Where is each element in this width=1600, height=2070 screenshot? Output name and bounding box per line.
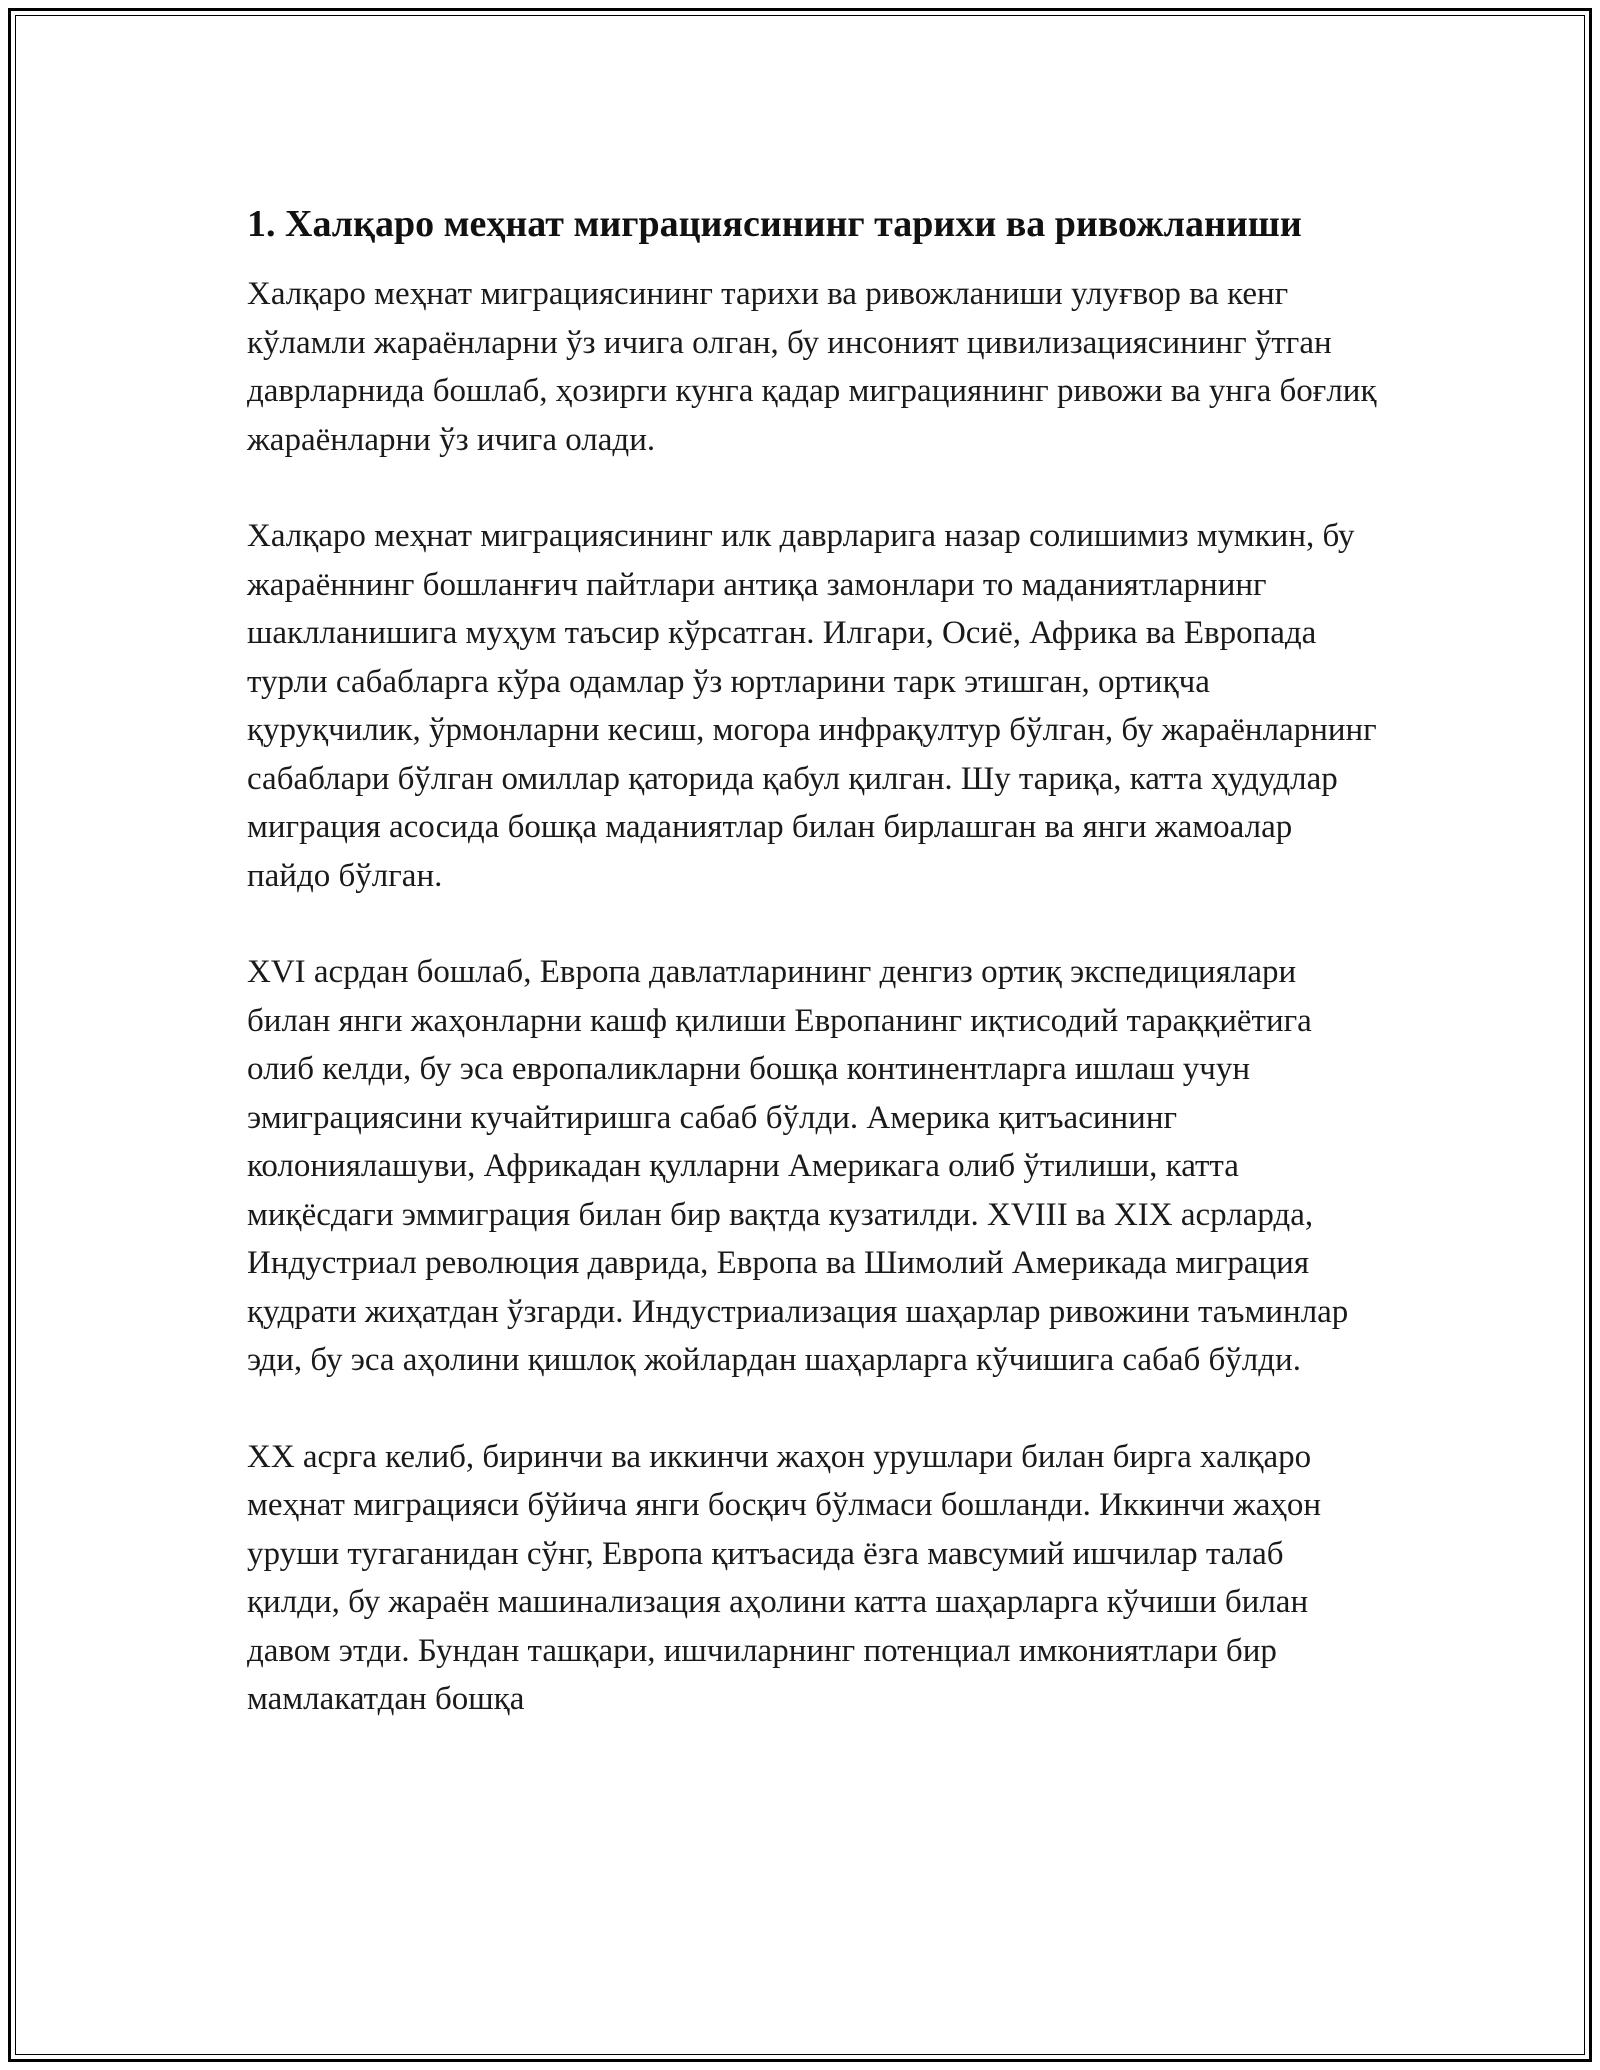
section-title: 1. Халқаро меҳнат миграциясининг тарихи ва ривожланиши [247,203,1302,245]
paragraph-2: Халқаро меҳнат миграциясининг илк даврларига назар солишимиз мумкин, бу жараённинг бошланғич пайтлари антиқа замонлари то маданиятларнинг шаклланишига муҳум таъсир кўрсатган. Илгари, Осиё, Африка ва Европада турли сабабларга кўра одамлар ўз юртларини тарк этишган, ортиқча қуруқчилик, ўрмонларни кесиш, могора инфрақултур бўлган, бу жараёнларнинг сабаблари бўлган омиллар қаторида қабул қилган. Шу тариқа, катта ҳудудлар миграция асосида бошқа маданиятлар билан бирлашган ва янги жамоалар пайдо бўлган. [247,518,1377,894]
paragraph-4: XX асрга келиб, биринчи ва иккинчи жаҳон урушлари билан бирга халқаро меҳнат миграцияси бўйича янги босқич бўлмаси бошланди. Иккинчи жаҳон уруши тугаганидан сўнг, Европа қитъасида ёзга мавсумий ишчилар талаб қилди, бу жараён машинализация аҳолини катта шаҳарларга кўчиши билан давом этди. Бундан ташқари, ишчиларнинг потенциал имкониятлари бир мамлакатдан бошқа [247,1438,1321,1717]
paragraph-3: XVI асрдан бошлаб, Европа давлатларининг денгиз ортиқ экспедициялари билан янги жаҳонларни кашф қилиши Европанинг иқтисодий тараққиётига олиб келди, бу эса европаликларни бошқа континентларга ишлаш учун эмиграциясини кучайтиришга сабаб бўлди. Америка қитъасининг колониялашуви, Африкадан қулларни Америкага олиб ўтилиши, катта миқёсдаги эммиграция билан бир вақтда кузатилди. XVIII ва XIX асрларда, Индустриал революция даврида, Европа ва Шимолий Америкада миграция қудрати жиҳатдан ўзгарди. Индустриализация шаҳарлар ривожини таъминлар эди, бу эса аҳолини қишлоқ жойлардан шаҳарларга кўчишига сабаб бўлди. [247,954,1349,1378]
document-body [247,197,1377,1772]
page-border [8,8,1592,2062]
paragraph-1: Халқаро меҳнат миграциясининг тарихи ва ривожланиши улуғвор ва кенг кўламли жараёнларни ўз ичига олган, бу инсоният цивилизациясининг ўтган даврларнида бошлаб, ҳозирги кунга қадар миграциянинг ривожи ва унга боғлиқ жараёнларни ўз ичига олади. [247,276,1377,458]
